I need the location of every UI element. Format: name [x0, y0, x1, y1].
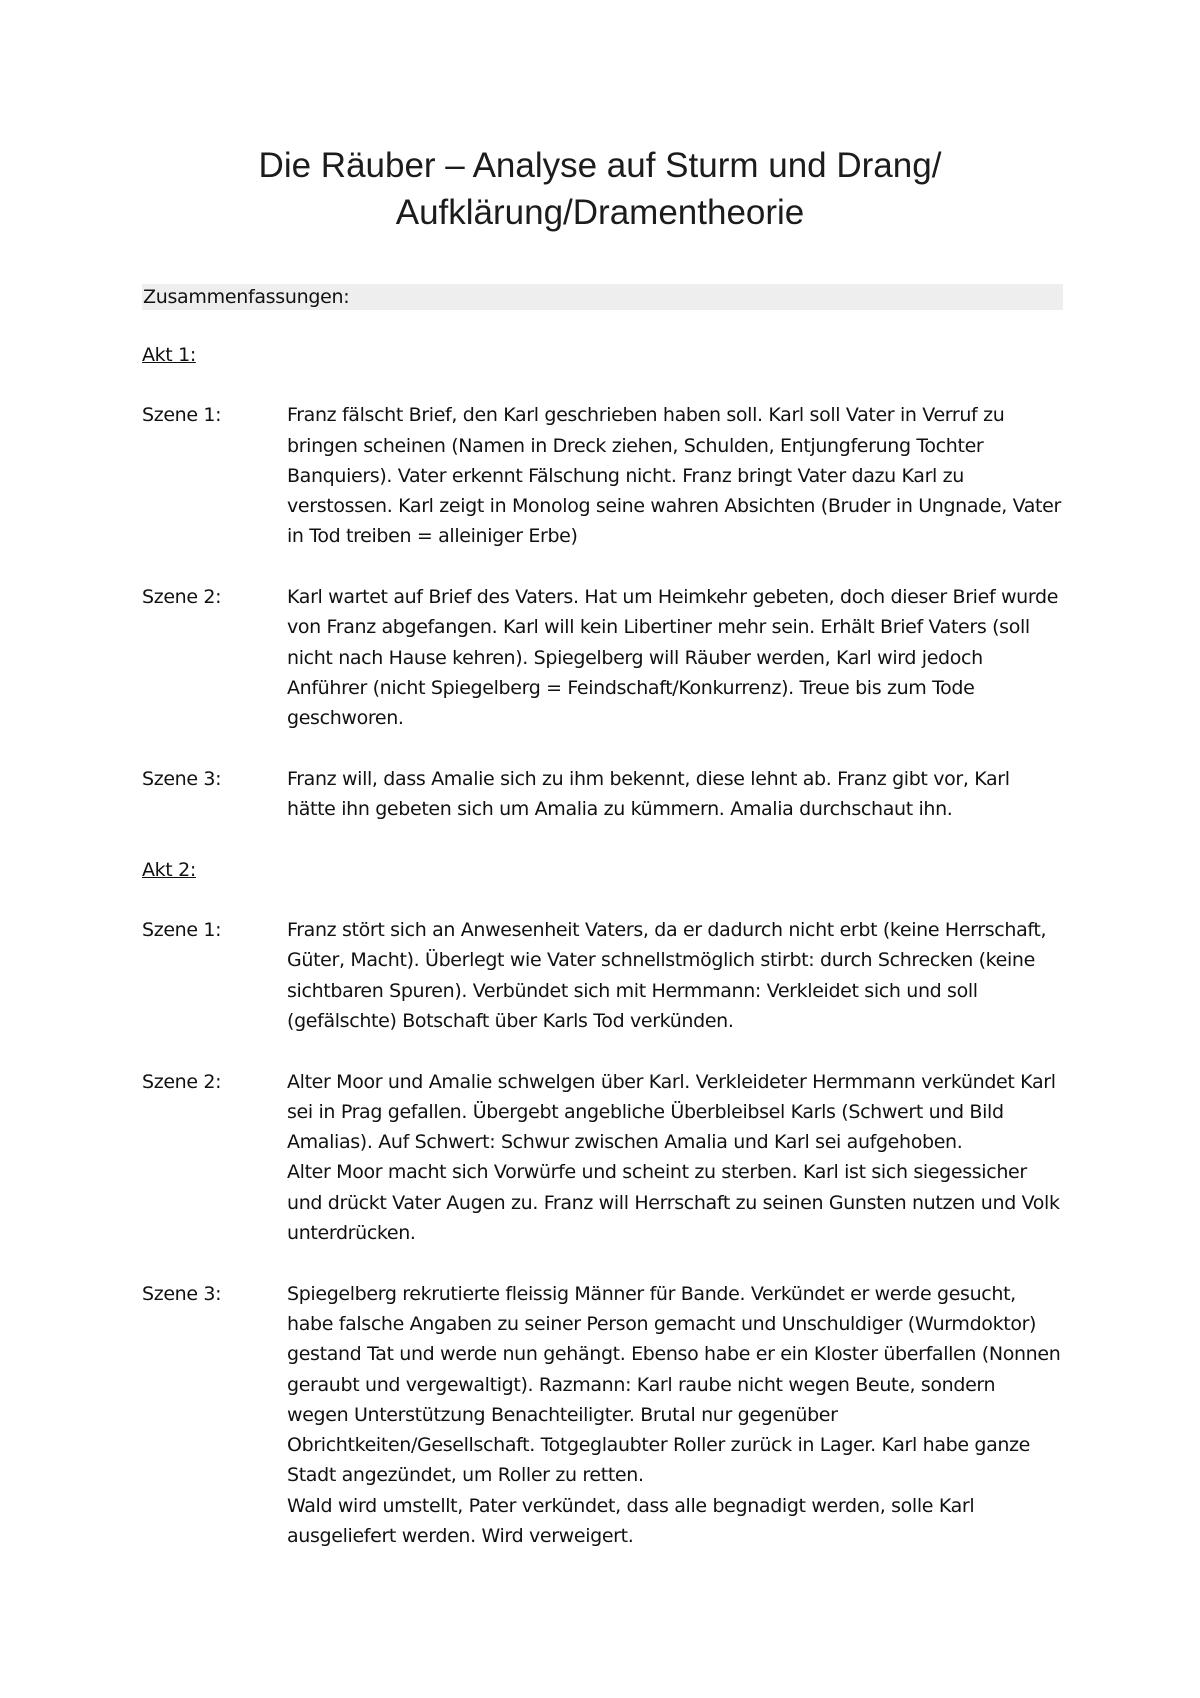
act-heading: Akt 1: — [142, 344, 196, 366]
section-heading-summaries: Zusammenfassungen: — [142, 284, 1063, 310]
scene-paragraph: Spiegelberg rekrutierte fleissig Männer für Bande. Verkündet er werde gesucht, habe falsche Angaben zu seiner Person gemacht und Unschuldiger (Wurmdoktor) gestand Tat und werde nun gehängt. Ebenso habe er ein Kloster überfallen (Nonnen geraubt und vergewaltigt). Razmann: Karl raube nicht wegen Beute, sondern wegen Unterstützung Benachteiligter. Brutal nur gegenüber Obrichtkeiten/Gesellschaft. Totgeglaubter Roller zurück in Lager. Karl habe ganze Stadt angezündet, um Roller zu retten. — [287, 1282, 1061, 1487]
document-content — [142, 340, 1062, 1582]
scene-entry — [142, 915, 1062, 1036]
scene-entry — [142, 582, 1062, 733]
scene-entry — [142, 1279, 1062, 1552]
scene-summary — [287, 400, 1062, 551]
scene-paragraph: Wald wird umstellt, Pater verkündet, dass alle begnadigt werden, solle Karl ausgeliefert werden. Wird verweigert. — [287, 1494, 975, 1547]
scene-summary — [287, 1067, 1062, 1249]
scene-paragraph: Alter Moor und Amalie schwelgen über Karl. Verkleideter Hermmann verkündet Karl sei in Prag gefallen. Übergebt angebliche Überbleibsel Karls (Schwert und Bild Amalias). Auf Schwert: Schwur zwischen Amalia und Karl sei aufgehoben. — [287, 1070, 1056, 1154]
title-line-2: Aufklärung/Dramentheorie — [395, 193, 805, 232]
scene-paragraph: Franz stört sich an Anwesenheit Vaters, da er dadurch nicht erbt (keine Herrschaft, Güter, Macht). Überlegt wie Vater schnellstmöglich stirbt: durch Schrecken (keine sichtbaren Spuren). Verbündet sich mit Hermmann: Verkleidet sich und soll (gefälschte) Botschaft über Karls Tod verkünden. — [287, 919, 1047, 1032]
scene-summary — [287, 1279, 1062, 1552]
scene-label: Szene 1: — [142, 404, 222, 427]
scene-label: Szene 2: — [142, 1070, 222, 1093]
scene-paragraph: Franz fälscht Brief, den Karl geschrieben haben soll. Karl soll Vater in Verruf zu bringen scheinen (Namen in Dreck ziehen, Schulden, Entjungferung Tochter Banquiers). Vater erkennt Fälschung nicht. Franz bringt Vater dazu Karl zu verstossen. Karl zeigt in Monolog seine wahren Absichten (Bruder in Ungnade, Vater in Tod treiben = alleiniger Erbe) — [287, 404, 1061, 548]
scene-paragraph: Karl wartet auf Brief des Vaters. Hat um Heimkehr gebeten, doch dieser Brief wurde von Franz abgefangen. Karl will kein Libertiner mehr sein. Erhält Brief Vaters (soll nicht nach Hause kehren). Spiegelberg will Räuber werden, Karl wird jedoch Anführer (nicht Spiegelberg = Feindschaft/Konkurrenz). Treue bis zum Tode geschworen. — [287, 586, 1059, 730]
scene-entry — [142, 764, 1062, 825]
scene-paragraph: Alter Moor macht sich Vorwürfe und scheint zu sterben. Karl ist sich siegessicher und drückt Vater Augen zu. Franz will Herrschaft zu seinen Gunsten nutzen und Volk unterdrücken. — [287, 1161, 1060, 1245]
scene-label: Szene 3: — [142, 1282, 222, 1305]
scene-label: Szene 1: — [142, 919, 222, 942]
scene-summary — [287, 582, 1062, 733]
scene-entry — [142, 400, 1062, 551]
scene-paragraph: Franz will, dass Amalie sich zu ihm bekennt, diese lehnt ab. Franz gibt vor, Karl hätte ihn gebeten sich um Amalia zu kümmern. Amalia durchschaut ihn. — [287, 767, 1010, 821]
scene-label: Szene 3: — [142, 767, 222, 790]
scene-entry — [142, 1067, 1062, 1249]
title-line-1: Die Räuber – Analyse auf Sturm und Drang/ — [258, 146, 942, 185]
scene-label: Szene 2: — [142, 586, 222, 609]
act-heading: Akt 2: — [142, 858, 196, 881]
scene-summary — [287, 764, 1062, 825]
scene-summary — [287, 915, 1062, 1036]
document-title — [140, 142, 1060, 236]
